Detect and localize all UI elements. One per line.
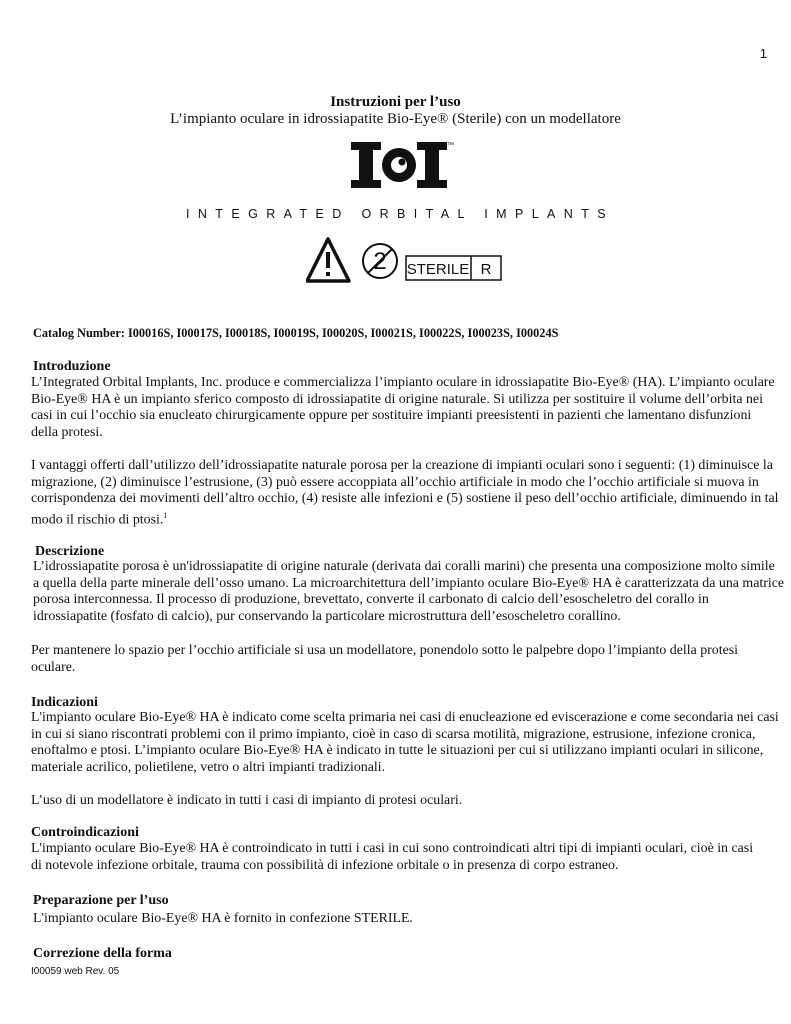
page-subtitle: L’impianto oculare in idrossiapatite Bio-Eye® (Sterile) con un modellatore xyxy=(170,111,621,127)
section-heading-descrizione: Descrizione xyxy=(35,544,105,559)
section-heading-correzione: Correzione della forma xyxy=(33,946,172,961)
section-heading-preparazione: Preparazione per l’uso xyxy=(33,893,169,908)
text-line: di notevole infezione orbitale, trauma con possibilità di infezione orbitale o in presenza di corpo estraneo. xyxy=(31,857,619,873)
trademark-symbol: ™ xyxy=(447,142,454,149)
ioi-logo xyxy=(350,138,462,199)
warning-triangle-icon xyxy=(307,239,349,281)
text-line xyxy=(31,508,779,529)
intro-paragraph-2 xyxy=(31,458,779,529)
section-heading-controindicazioni: Controindicazioni xyxy=(31,825,139,840)
sterile-label-icon xyxy=(406,256,501,280)
description-paragraph-1 xyxy=(33,559,784,625)
indications-paragraph-2: L’uso di un modellatore è indicato in tutti i casi di impianto di protesi oculari. xyxy=(31,793,463,808)
text-line: porosa interconnessa. Il processo di produzione, brevettato, converte il carbonato di calcio dell’esoscheletro del corallo in xyxy=(33,592,709,607)
text-line: in cui si siano riscontrati problemi con il primo impianto, cioè in caso di scarsa motilità, migrazione, estrusione, infezione cronica, xyxy=(31,726,756,742)
text-line: corrispondenza dei movimenti dell’altro occhio, (4) resiste alle infezioni e (5) sostiene il peso dell’occhio artificiale, diminuendo in tal xyxy=(31,491,779,506)
text-line: migrazione, (2) diminuisce l’estrusione, (3) può essere accoppiata all’occhio artificiale in modo che l’occhio artificiale si muova in xyxy=(31,474,759,490)
text-line: materiale acrilico, polietilene, vetro o altri impianti tradizionali. xyxy=(31,759,386,775)
ioi-logo-graphic xyxy=(350,138,462,194)
text-line: L’Integrated Orbital Implants, Inc. produce e commercializza l’impianto oculare in idrossiapatite Bio-Eye® (HA). L’impianto oculare xyxy=(31,375,775,390)
text-line: L'impianto oculare Bio-Eye® HA è indicato come scelta primaria nei casi di enucleazione ed eviscerazione e come secondaria nei casi xyxy=(31,710,779,725)
text-line: casi in cui l’occhio sia enucleato chirurgicamente oppure per sostituire impianti preesistenti in pazienti che lamentano disfunzioni xyxy=(31,408,752,423)
brand-name: INTEGRATED ORBITAL IMPLANTS xyxy=(186,207,614,221)
text-line: L'impianto oculare Bio-Eye® HA è controindicato in tutti i casi in cui sono controindicati altri tipi di impianti oculari, cioè in casi xyxy=(31,841,754,856)
document-id: I00059 web Rev. 05 xyxy=(31,966,120,977)
single-use-icon xyxy=(363,244,397,278)
page-title: Instruzioni per l’uso xyxy=(330,94,461,110)
page-number: 1 xyxy=(759,46,767,61)
description-paragraph-2 xyxy=(31,643,738,676)
text-line-end: modo il rischio di ptosi. xyxy=(31,512,164,528)
text-line: idrossiapatite (fosfato di calcio), pur conservando la particolare microstruttura dell’esoscheletro corallino. xyxy=(33,608,621,624)
text-line: L’idrossiapatite porosa è un'idrossiapatite di origine naturale (derivata dai coralli marini) che presenta una composizione molto simile xyxy=(33,559,775,574)
indications-paragraph-1 xyxy=(31,710,779,776)
text-line: a quella della parte minerale dell’osso umano. La microarchitettura dell’impianto oculare Bio-Eye® HA è caratterizzata da una matrice xyxy=(33,575,785,591)
text-line: Bio-Eye® HA è un impianto sferico composto di idrossiapatite di origine naturale. Si utilizza per sostituire il volume dell’orbita nei xyxy=(31,391,763,407)
text-line: della protesi. xyxy=(31,424,103,440)
catalog-number: Catalog Number: I00016S, I00017S, I00018S, I00019S, I00020S, I00021S, I00022S, I00023S, I00024S xyxy=(33,326,559,340)
footnote-ref: 1 xyxy=(163,510,168,520)
sterile-method: R xyxy=(480,261,492,278)
intro-paragraph-1 xyxy=(31,375,775,441)
text-line: I vantaggi offerti dall’utilizzo dell’idrossiapatite naturale porosa per la creazione di impianti oculari sono i seguenti: (1) diminuisce la xyxy=(31,458,773,473)
text-line: enoftalmo e ptosi. L’impianto oculare Bio-Eye® HA è indicato in tutte le situazioni per cui si utilizzano impianti oculari in silicone, xyxy=(31,743,764,758)
preparation-paragraph: L'impianto oculare Bio-Eye® HA è fornito in confezione STERILE. xyxy=(33,911,413,926)
single-use-number: 2 xyxy=(373,248,387,275)
section-heading-indicazioni: Indicazioni xyxy=(31,695,98,710)
section-heading-introduzione: Introduzione xyxy=(33,359,111,374)
text-line: oculare. xyxy=(31,659,76,675)
text-line: Per mantenere lo spazio per l’occhio artificiale si usa un modellatore, ponendolo sotto le palpebre dopo l’impianto della protesi xyxy=(31,643,739,658)
sterile-label: STERILE xyxy=(406,261,470,278)
regulatory-symbols xyxy=(306,236,506,291)
contraindications-paragraph xyxy=(31,841,753,874)
